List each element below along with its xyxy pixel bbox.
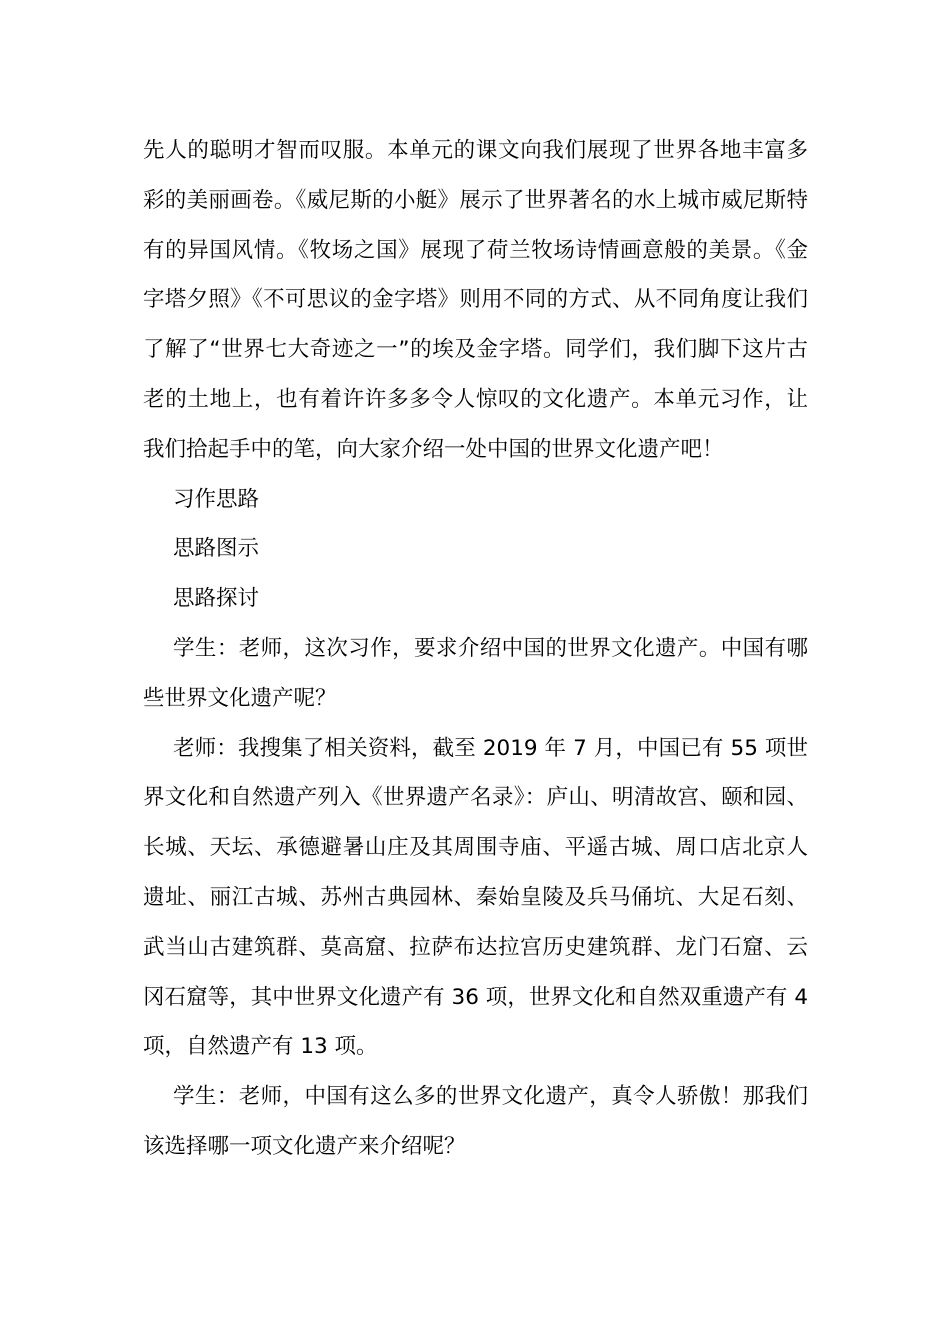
dialogue-student-1: 学生：老师，这次习作，要求介绍中国的世界文化遗产。中国有哪些世界文化遗产呢？ <box>143 635 808 711</box>
heading-writing-approach: 习作思路 <box>173 486 260 512</box>
dialogue-teacher-1: 老师：我搜集了相关资料，截至 2019 年 7 月，中国已有 55 项世界文化和自然遗产列入《世界遗产名录》：庐山、明清故宫、颐和园、长城、天坛、承德避暑山庄及其周围寺庙、平遥古城、周口店北京人遗址、丽江古城、苏州古典园林、秦始皇陵及兵马俑坑、大足石刻、武当山古建筑群、莫高窟、拉萨布达拉宫历史建筑群、龙门石窟、云冈石窟等，其中世界文化遗产有 36 项，世界文化和自然双重遗产有 4 项，自然遗产有 13 项。 <box>143 735 808 1060</box>
heading-approach-discussion: 思路探讨 <box>173 586 260 612</box>
document-page <box>143 126 808 1172</box>
heading-approach-diagram: 思路图示 <box>173 536 260 562</box>
dialogue-student-2: 学生：老师，中国有这么多的世界文化遗产，真令人骄傲！那我们该选择哪一项文化遗产来介绍呢？ <box>143 1084 808 1159</box>
intro-paragraph: 先人的聪明才智而叹服。本单元的课文向我们展现了世界各地丰富多彩的美丽画卷。《威尼斯的小艇》展示了世界著名的水上城市威尼斯特有的异国风情。《牧场之国》展现了荷兰牧场诗情画意般的美景。《金字塔夕照》《不可思议的金字塔》则用不同的方式、从不同角度让我们了解了“世界七大奇迹之一”的埃及金字塔。同学们，我们脚下这片古老的土地上，也有着许许多多令人惊叹的文化遗产。本单元习作，让我们拾起手中的笔，向大家介绍一处中国的世界文化遗产吧！ <box>143 138 808 462</box>
